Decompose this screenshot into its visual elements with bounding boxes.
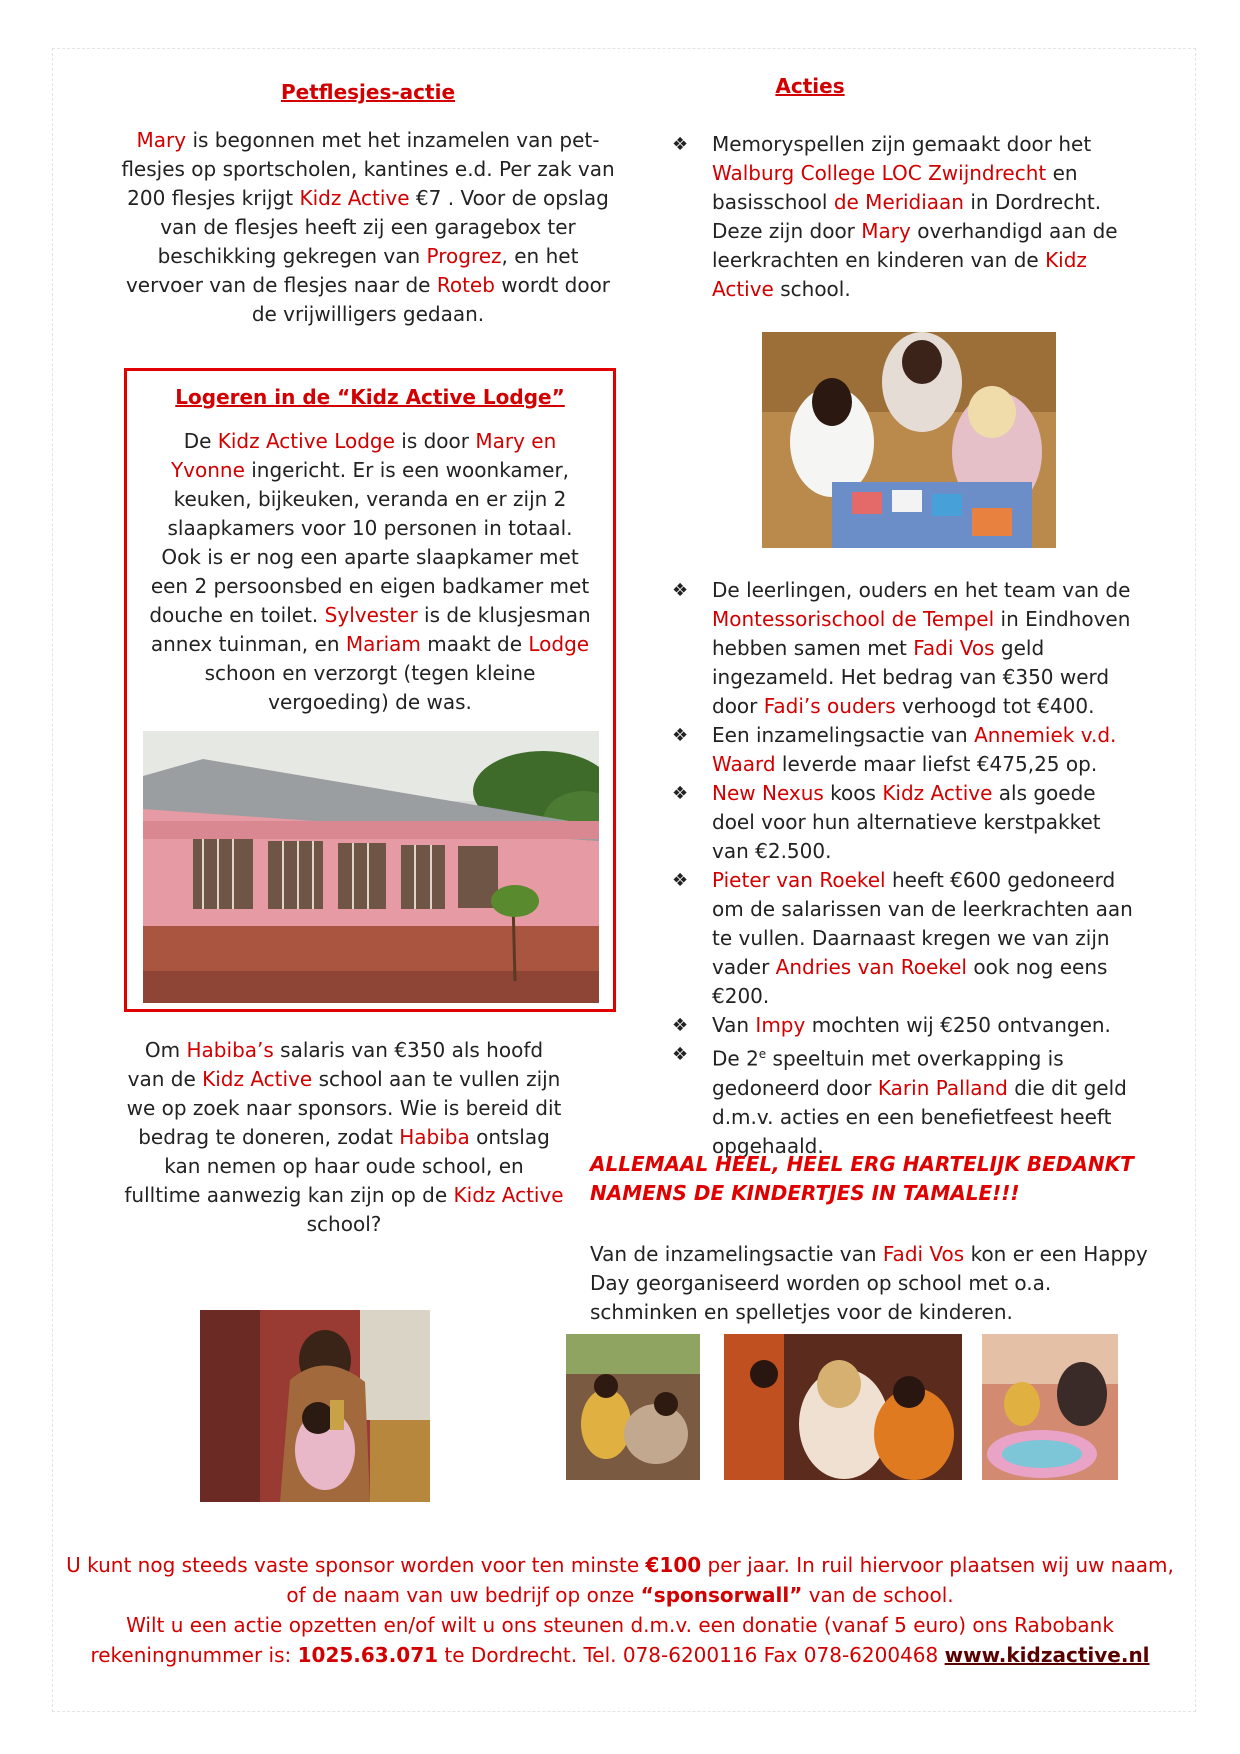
- name-fadi-vos: Fadi Vos: [882, 1242, 965, 1266]
- thanks-heading: ALLEMAAL HEEL, HEEL ERG HARTELIJK BEDANKT NAMENS DE KINDERTJES IN TAMALE!!!: [590, 1152, 1134, 1205]
- happy-day-photo-2: [724, 1334, 962, 1480]
- name-fadi-vos: Fadi Vos: [913, 636, 995, 660]
- text: schoon en verzorgt (tegen kleine vergoeding) de was.: [204, 661, 536, 714]
- name-andries-van-roekel: Andries van Roekel: [775, 955, 967, 979]
- text: leverde maar liefst €475,25 op.: [775, 752, 1098, 776]
- amount: €100: [645, 1553, 702, 1577]
- petflesjes-section: [118, 80, 618, 329]
- name-meridiaan: de Meridiaan: [833, 190, 964, 214]
- text: ingericht. Er is een woonkamer, keuken, bijkeuken, veranda en er zijn 2 slaapkamers voor 10 personen in totaal. Ook is er nog een aparte slaapkamer met een 2 persoonsbed en eigen badkamer met douche en toilet.: [149, 458, 590, 627]
- name-mariam: Mariam: [345, 632, 421, 656]
- text: heeft €600 gedoneerd om de salarissen van de leerkrachten aan te vullen. Daarnaast kregen we van zijn vader: [712, 868, 1133, 979]
- name-walburg: Walburg College LOC Zwijndrecht: [712, 161, 1047, 185]
- text: als goede doel voor hun alternatieve kerstpakket van €2.500.: [712, 781, 1101, 863]
- text: Van: [712, 1013, 756, 1037]
- text: De 2: [712, 1046, 759, 1071]
- footer-sponsor-info: [60, 1550, 1180, 1670]
- list-item: [664, 779, 1142, 866]
- name-mary-yvonne: Mary en Yvonne: [170, 429, 557, 482]
- lodge-building-photo: [143, 731, 599, 1003]
- text: school.: [773, 277, 851, 301]
- habiba-feeding-child-photo: [200, 1310, 430, 1502]
- name-kidz-active: Kidz Active: [299, 186, 410, 210]
- diamond-bullet-icon: ❖: [672, 870, 689, 891]
- text: Van de inzamelingsactie van: [590, 1242, 883, 1266]
- text: in Dordrecht. Deze zijn door: [712, 190, 1102, 243]
- happy-day-text: [590, 1240, 1150, 1327]
- name-lodge: Lodge: [528, 632, 590, 656]
- petflesjes-title: Petflesjes-actie: [280, 80, 456, 104]
- name-karin-palland: Karin Palland: [877, 1075, 1008, 1100]
- text: die dit geld d.m.v. acties en een benefietfeest heeft opgehaald.: [712, 1075, 1127, 1158]
- text: speeltuin met overkapping is gedoneerd door: [712, 1046, 1064, 1100]
- memory-game-photo: [762, 332, 1056, 548]
- diamond-bullet-icon: ❖: [672, 725, 689, 746]
- account-number: 1025.63.071: [297, 1643, 439, 1667]
- diamond-bullet-icon: ❖: [672, 134, 689, 155]
- text: salaris van €350 als hoofd van de: [127, 1038, 544, 1091]
- text: De: [183, 429, 218, 453]
- text: €7 . Voor de opslag van de flesjes heeft zij een garagebox ter beschikking gekregen van: [157, 186, 609, 268]
- superscript: e: [758, 1047, 767, 1061]
- text: school aan te vullen zijn we op zoek naar sponsors. Wie is bereid dit bedrag te doneren, zodat: [126, 1067, 562, 1149]
- text: te Dordrecht. Tel. 078-6200116 Fax 078-6200468: [438, 1643, 945, 1667]
- text: per jaar. In ruil hiervoor plaatsen wij uw naam, of de naam van uw bedrijf op onze: [286, 1553, 1174, 1607]
- footer-line-1: [60, 1550, 1180, 1610]
- name-progrez: Progrez: [426, 244, 502, 268]
- happy-day-photo-1: [566, 1334, 700, 1480]
- name-fadis-ouders: Fadi’s ouders: [763, 694, 896, 718]
- name-kidz-active: Kidz Active: [202, 1067, 313, 1091]
- text: Memoryspellen zijn gemaakt door het: [712, 132, 1092, 156]
- lodge-text: [147, 427, 593, 717]
- name-pieter-van-roekel: Pieter van Roekel: [712, 868, 886, 892]
- name-kidz-active: Kidz Active: [453, 1183, 564, 1207]
- list-item: [664, 130, 1154, 304]
- text: verhoogd tot €400.: [895, 694, 1095, 718]
- list-item: [664, 1011, 1142, 1040]
- name-impy: Impy: [755, 1013, 806, 1037]
- text: ontslag kan nemen op haar oude school, en fulltime aanwezig kan zijn op de: [124, 1125, 550, 1207]
- text: Een inzamelingsactie van: [712, 723, 975, 747]
- text: is door: [394, 429, 476, 453]
- text: school?: [306, 1212, 382, 1236]
- name-habiba: Habiba: [399, 1125, 470, 1149]
- text: Wilt u een actie opzetten en/of wilt u ons steunen d.m.v. een donatie (vanaf 5 euro) ons Rabobank rekeningnummer is:: [90, 1613, 1114, 1667]
- text: De leerlingen, ouders en het team van de: [712, 578, 1131, 602]
- petflesjes-text: [118, 126, 618, 329]
- name-new-nexus: New Nexus: [712, 781, 824, 805]
- footer-line-2: [60, 1610, 1180, 1670]
- habiba-text: [124, 1036, 564, 1239]
- list-item: [664, 866, 1142, 1011]
- acties-title: Acties: [775, 74, 845, 98]
- text: is de klusjesman annex tuinman, en: [150, 603, 591, 656]
- diamond-bullet-icon: ❖: [672, 1015, 689, 1036]
- website-link[interactable]: www.kidzactive.nl: [944, 1643, 1150, 1667]
- name-lodge: Kidz Active Lodge: [217, 429, 395, 453]
- text: , en het vervoer van de flesjes naar de: [125, 244, 579, 297]
- text: Om: [144, 1038, 187, 1062]
- happy-day-photo-3: [982, 1334, 1118, 1480]
- name-kidz-active: Kidz Active: [712, 248, 1087, 301]
- name-habiba: Habiba’s: [186, 1038, 274, 1062]
- name-mary: Mary: [861, 219, 911, 243]
- diamond-bullet-icon: ❖: [672, 783, 689, 804]
- text: mochten wij €250 ontvangen.: [805, 1013, 1111, 1037]
- list-item: [664, 721, 1142, 779]
- text: koos: [823, 781, 883, 805]
- name-annemiek: Annemiek v.d. Waard: [712, 723, 1117, 776]
- lodge-box: [124, 368, 616, 1012]
- text: maakt de: [420, 632, 529, 656]
- text: wordt door de vrijwilligers gedaan.: [251, 273, 611, 326]
- text: ook nog eens €200.: [712, 955, 1108, 1008]
- habiba-section: [124, 1036, 564, 1239]
- text: van de school.: [802, 1583, 954, 1607]
- lodge-title: Logeren in de “Kidz Active Lodge”: [175, 385, 565, 409]
- list-item: [664, 576, 1142, 721]
- text: U kunt nog steeds vaste sponsor worden voor ten minste: [66, 1553, 646, 1577]
- text: in Eindhoven hebben samen met: [712, 607, 1131, 660]
- name-montessori: Montessorischool de Tempel: [712, 607, 995, 631]
- name-mary: Mary: [136, 128, 187, 152]
- text: is begonnen met het inzamelen van pet-flesjes op sportscholen, kantines e.d. Per zak van 200 flesjes krijgt: [121, 128, 615, 210]
- diamond-bullet-icon: ❖: [672, 1044, 689, 1065]
- diamond-bullet-icon: ❖: [672, 580, 689, 601]
- acties-list-top: [664, 130, 1154, 304]
- sponsorwall-label: “sponsorwall”: [640, 1583, 803, 1607]
- name-roteb: Roteb: [436, 273, 495, 297]
- acties-header: [660, 74, 960, 98]
- text: geld ingezameld. Het bedrag van €350 werd door: [712, 636, 1110, 718]
- acties-list-bottom: [664, 576, 1142, 1161]
- text: en basisschool: [712, 161, 1078, 214]
- text: kon er een Happy Day georganiseerd worden op school met o.a. schminken en spelletjes voor de kinderen.: [590, 1242, 1148, 1324]
- name-sylvester: Sylvester: [324, 603, 418, 627]
- name-kidz-active: Kidz Active: [882, 781, 993, 805]
- text: overhandigd aan de leerkrachten en kinderen van de: [712, 219, 1118, 272]
- list-item: [664, 1040, 1142, 1161]
